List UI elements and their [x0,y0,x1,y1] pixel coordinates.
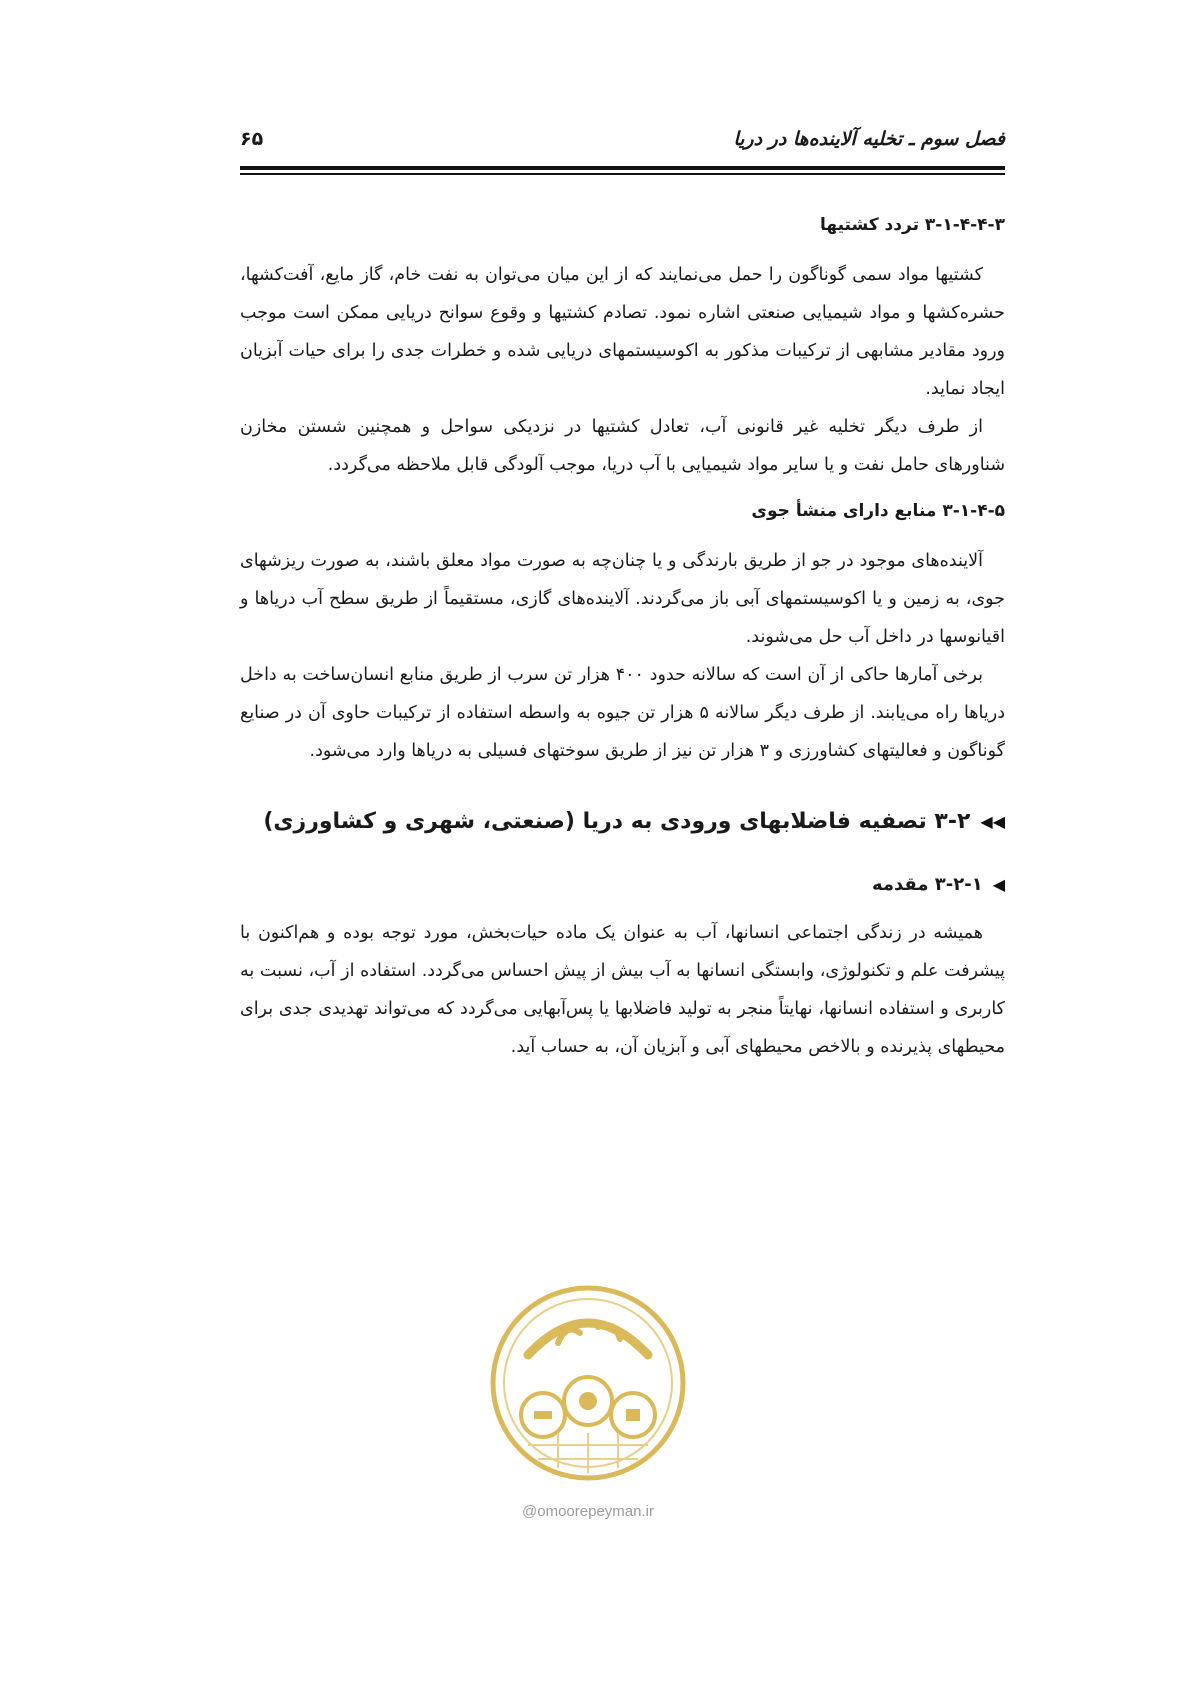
watermark-logo [488,1283,688,1483]
paragraph: همیشه در زندگی اجتماعی انسانها، آب به عنوان یک ماده حیات‌بخش، مورد توجه بوده و هم‌اکنون با پیشرفت علم و تکنولوژی، وابستگی انسانها به آب بیش از پیش احساس می‌گردد. استفاده از آب، نسبت به کاربری و استفاده انسانها، نهایتاً منجر به تولید فاضلابها یا پس‌آبهایی می‌گردد که می‌تواند تهدیدی جدی برای محیطهای پذیرنده و بالاخص محیطهای آبی و آبزیان آن، به حساب آید. [240,923,1005,1057]
section-heading-text: ۳-۲-۱ مقدمه [871,874,983,895]
page-number: ۶۵ [240,128,264,150]
at-icon: @ [522,1503,538,1520]
section-heading-text: ۳-۲ تصفیه فاضلابهای ورودی به دریا (صنعتی، شهری و کشاورزی) [263,809,971,834]
watermark-url: @omoorepeyman.ir [522,1503,654,1520]
chapter-title: فصل سوم ـ تخلیه آلاینده‌ها در دریا [733,128,1005,150]
seal-icon [488,1283,688,1483]
body-content [240,210,1005,1066]
running-header [240,118,1005,158]
paragraph: آلاینده‌های موجود در جو از طریق بارندگی و یا چنان‌چه به صورت مواد معلق باشند، به صورت ریزشهای جوی، به زمین و یا اکوسیستمهای آبی باز می‌گردند. آلاینده‌های گازی، مستقیماً از طریق سطح آب دریاها و اقیانوسها در داخل آب حل می‌شوند. [240,551,1005,647]
header-rule-thick [240,166,1005,170]
paragraph: از طرف دیگر تخلیه غیر قانونی آب، تعادل کشتیها در نزدیکی سواحل و همچنین شستن مخازن شناورهای حامل نفت و یا سایر مواد شیمیایی با آب دریا، موجب آلودگی قابل ملاحظه می‌گردد. [240,417,1005,475]
header-rule-thin [240,173,1005,175]
section-heading-introduction [240,870,1005,900]
double-arrow-icon: ◀◀ [980,812,1005,831]
paragraph: برخی آمارها حاکی از آن است که سالانه حدود ۴۰۰ هزار تن سرب از طریق منابع انسان‌ساخت به داخل دریاها راه می‌یابند. از طرف دیگر سالانه ۵ هزار تن جیوه به واسطه استفاده از ترکیبات حاوی آن در صنایع گوناگون و فعالیتهای کشاورزی و ۳ هزار تن نیز از طریق سوختهای فسیلی به دریاها وارد می‌شود. [240,665,1005,761]
arrow-icon: ◀ [992,875,1005,894]
section-heading-wastewater-treatment [240,804,1005,840]
paragraph: کشتیها مواد سمی گوناگون را حمل می‌نمایند که از این میان می‌توان به نفت خام، گاز مایع، آفت‌کشها، حشره‌کشها و مواد شیمیایی صنعتی اشاره نمود. تصادم کشتیها و وقوع سوانح دریایی ممکن است موجب ورود مقادیر مشابهی از ترکیبات مذکور به اکوسیستمهای دریایی شده و خطرات جدی را برای حیات آبزیان ایجاد نماید. [240,265,1005,399]
section-heading-atmospheric-sources: ۳-۱-۴-۵ منابع دارای منشأ جوی [751,501,1005,521]
section-heading-ship-traffic: ۳-۱-۴-۴-۳ تردد کشتیها [819,215,1005,235]
